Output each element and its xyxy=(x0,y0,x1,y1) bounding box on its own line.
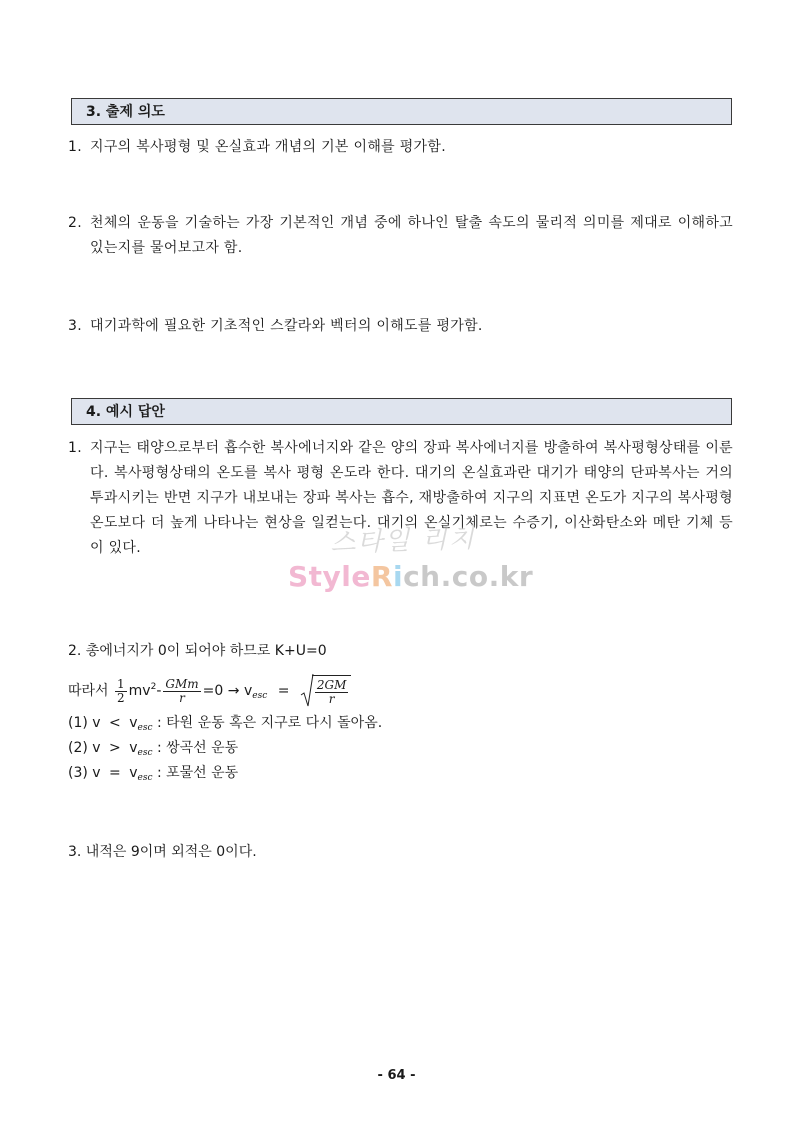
watermark-brand xyxy=(288,560,533,593)
intent-item-3 xyxy=(68,314,733,339)
section-4-heading xyxy=(71,398,732,425)
answer-2-equation xyxy=(68,672,351,711)
brand-part: R xyxy=(370,560,393,593)
case-v: v xyxy=(129,765,138,781)
fraction-numerator: 2GM xyxy=(316,677,347,692)
case-description: : 포물선 운동 xyxy=(156,765,239,781)
mv-exponent: 2 xyxy=(150,682,157,692)
fraction-numerator: 1 xyxy=(117,676,125,691)
fraction-one-half xyxy=(115,678,127,705)
item-number: 1. xyxy=(68,139,82,155)
item-text: 대기과학에 필요한 기초적인 스칼라와 벡터의 이해도를 평가함. xyxy=(90,318,483,334)
answer-number: 1. xyxy=(68,440,82,456)
section-4-title: 4. 예시 답안 xyxy=(86,404,165,420)
case-operator: > xyxy=(109,740,121,756)
fraction-numerator: GMm xyxy=(165,676,199,691)
fraction-denominator: 2 xyxy=(117,690,125,705)
case-v: v xyxy=(129,715,138,731)
esc-subscript: esc xyxy=(252,691,268,701)
case-operator: < xyxy=(109,715,121,731)
case-label: (2) v xyxy=(68,740,101,756)
brand-part: ch xyxy=(403,560,441,593)
case-operator: = xyxy=(109,765,121,781)
case-1 xyxy=(68,713,382,738)
fraction-gmm-over-r xyxy=(163,678,200,705)
page-number: - 64 - xyxy=(377,1068,416,1083)
intent-item-2 xyxy=(68,211,733,261)
radical-sign-icon xyxy=(300,673,314,709)
brand-part: i xyxy=(392,560,404,593)
case-subscript: esc xyxy=(137,748,153,758)
fraction-denominator: r xyxy=(179,690,185,705)
equation-prefix: 따라서 xyxy=(68,683,109,699)
radicand xyxy=(312,675,352,707)
answer-1 xyxy=(68,436,733,561)
answer-2-line-1: 2. 총에너지가 0이 되어야 하므로 K+U=0 xyxy=(68,643,327,659)
case-v: v xyxy=(129,740,138,756)
minus-sign: - xyxy=(156,683,162,699)
arrow-symbol: → xyxy=(227,683,240,699)
item-number: 2. xyxy=(68,215,82,231)
square-root xyxy=(300,675,352,707)
case-label: (3) v xyxy=(68,765,101,781)
case-3 xyxy=(68,763,238,788)
answer-3: 3. 내적은 9이며 외적은 0이다. xyxy=(68,844,257,860)
section-3-heading xyxy=(71,98,732,125)
case-2 xyxy=(68,738,238,763)
case-description: : 타원 운동 혹은 지구로 다시 돌아옴. xyxy=(156,715,383,731)
mv-term: mv xyxy=(128,683,151,699)
answer-text: 지구는 태양으로부터 흡수한 복사에너지와 같은 양의 장파 복사에너지를 방출하여 복사평형상태를 이룬다. 복사평형상태의 온도를 복사 평형 온도라 한다. 대기의 온실효과란 대기가 태양의 단파복사는 거의 투과시키는 반면 지구가 내보내는 장파 복사는 흡수, 재방출하여 지구의 지표면 온도가 지구의 복사평형 온도보다 더 높게 나타나는 현상을 일컫는다. 대기의 온실기체로는 수증기, 이산화탄소와 메탄 기체 등이 있다. xyxy=(90,440,733,556)
item-number: 3. xyxy=(68,318,82,334)
equals-sign: = xyxy=(277,683,290,699)
intent-item-1 xyxy=(68,135,733,160)
case-description: : 쌍곡선 운동 xyxy=(156,740,239,756)
case-label: (1) v xyxy=(68,715,101,731)
item-text: 천체의 운동을 기술하는 가장 기본적인 개념 중에 하나인 탈출 속도의 물리적 의미를 제대로 이해하고 있는지를 물어보고자 함. xyxy=(90,215,733,256)
case-subscript: esc xyxy=(137,723,153,733)
fraction-denominator: r xyxy=(328,691,335,706)
watermark-script: 스타일 리치 xyxy=(329,523,477,559)
item-text: 지구의 복사평형 및 온실효과 개념의 기본 이해를 평가함. xyxy=(90,139,446,155)
case-subscript: esc xyxy=(137,773,153,783)
brand-part: Style xyxy=(288,560,371,593)
section-3-title: 3. 출제 의도 xyxy=(86,104,165,120)
brand-part: .co.kr xyxy=(440,560,534,593)
equals-zero: =0 xyxy=(202,683,224,699)
fraction-2gm-over-r xyxy=(315,679,349,706)
v-symbol: v xyxy=(243,683,253,699)
